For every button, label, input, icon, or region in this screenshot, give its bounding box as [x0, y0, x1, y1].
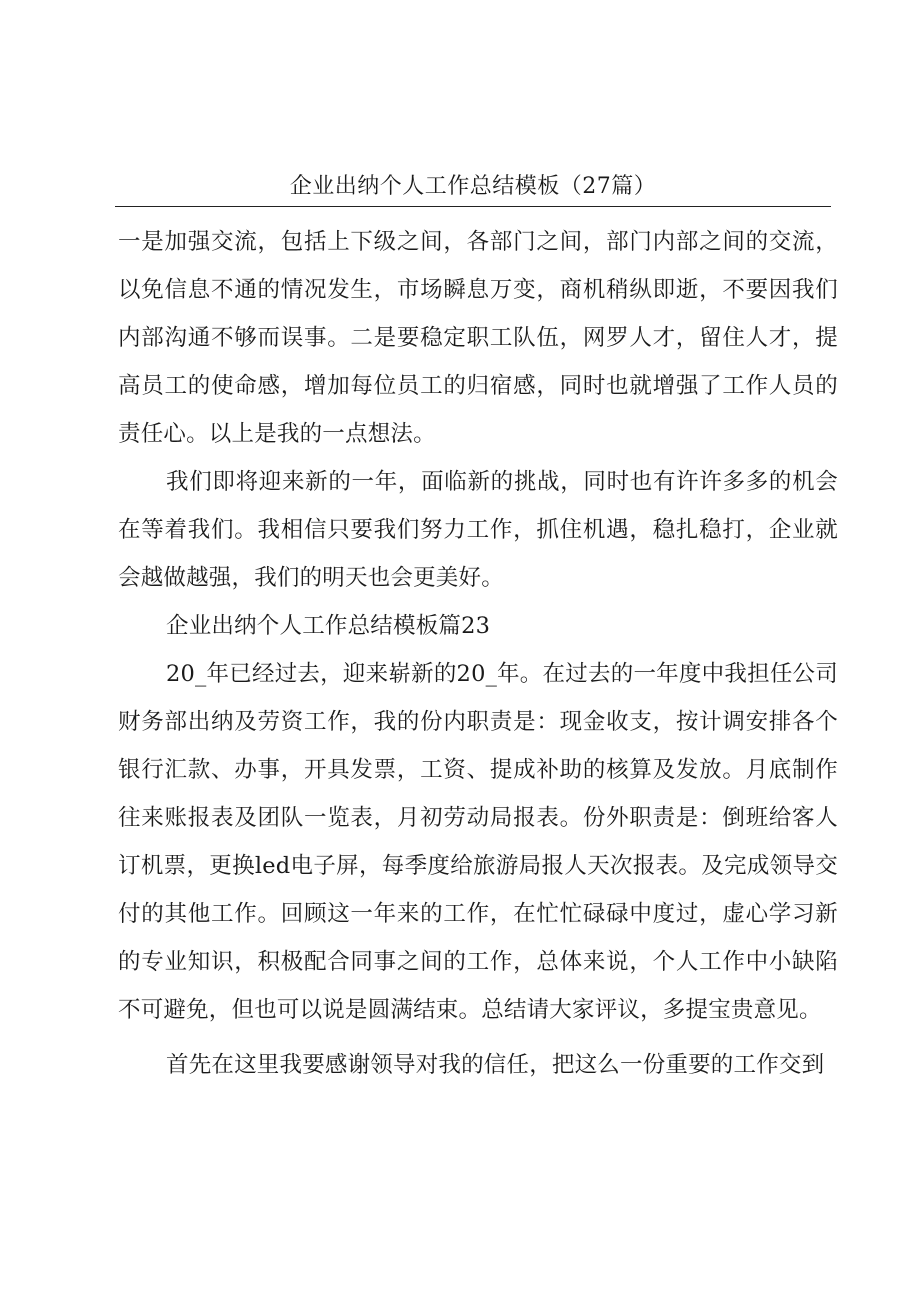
paragraph-2: 我们即将迎来新的一年，面临新的挑战，同时也有许许多多的机会在等着我们。我相信只要我们努力工作，抓住机遇，稳扎稳打，企业就会越做越强，我们的明天也会更美好。	[118, 469, 838, 591]
paragraph-3: 20_年已经过去，迎来崭新的20_年。在过去的一年度中我担任公司财务部出纳及劳资工作，我的份内职责是：现金收支，按计调安排各个银行汇款、办事，开具发票，工资、提成补助的核算及发放。月底制作往来账报表及团队一览表，月初劳动局报表。份外职责是：倒班给客人订机票，更换led电子屏，每季度给旅游局报人天次报表。及完成领导交付的其他工作。回顾这一年来的工作，在忙忙碌碌中度过，虚心学习新的专业知识，积极配合同事之间的工作，总体来说，个人工作中小缺陷不可避免，但也可以说是圆满结束。总结请大家评议，多提宝贵意见。	[118, 661, 838, 1023]
section-heading: 企业出纳个人工作总结模板篇23	[166, 613, 491, 639]
paragraph-1: 一是加强交流，包括上下级之间，各部门之间，部门内部之间的交流，以免信息不通的情况发生，市场瞬息万变，商机稍纵即逝，不要因我们内部沟通不够而误事。二是要稳定职工队伍，网罗人才，留住人才，提高员工的使命感，增加每位员工的归宿感，同时也就增强了工作人员的责任心。以上是我的一点想法。	[118, 229, 838, 447]
document-body	[118, 218, 838, 1089]
paragraph-4: 首先在这里我要感谢领导对我的信任，把这么一份重要的工作交到	[166, 1052, 825, 1078]
document-header	[115, 168, 831, 207]
document-title: 企业出纳个人工作总结模板（27篇）	[289, 174, 657, 199]
